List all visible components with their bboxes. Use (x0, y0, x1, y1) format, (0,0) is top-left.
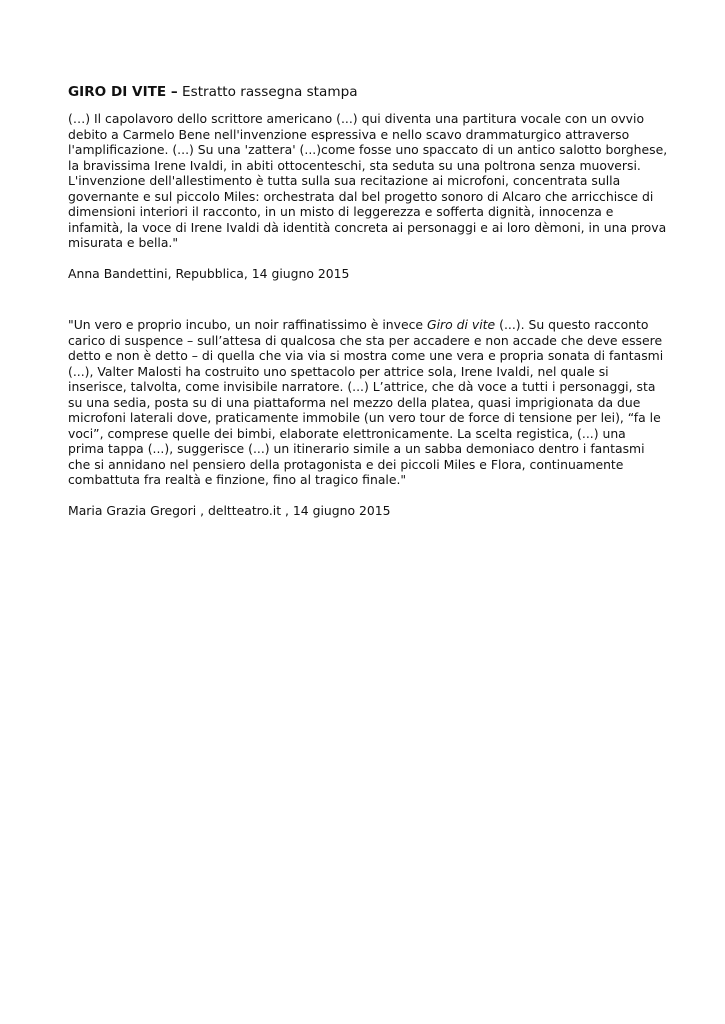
quote-line: prima tappa (...), suggerisce (...) un itinerario simile a un sabba demoniaco dentro i fantasmi (68, 441, 645, 456)
quote-line: misurata e bella." (68, 235, 179, 250)
quote-line: (…) Il capolavoro dello scrittore americano (...) qui diventa una partitura vocale con un ovvio (68, 111, 645, 126)
quote-line: L'invenzione dell'allestimento è tutta sulla sua recitazione ai microfoni, concentrata sulla (68, 173, 621, 188)
press-review-page (68, 83, 668, 518)
quote-line: l'amplificazione. (...) Su una 'zattera' (...)come fosse uno spaccato di un antico salotto borghese, (68, 142, 668, 157)
review-repubblica-quote (68, 111, 668, 251)
quote-line: governante e sul piccolo Miles: orchestrata dal bel progetto sonoro di Alcaro che arricchisce di (68, 188, 654, 204)
quote-text: "Un vero e proprio incubo, un noir raffinatissimo è invece (68, 317, 427, 332)
title-bold: GIRO DI VITE – (68, 84, 178, 100)
byline-repubblica: Anna Bandettini, Repubblica, 14 giugno 2015 (68, 265, 350, 281)
review-delteatro-quote (68, 317, 668, 488)
quote-line: infamità, la voce di Irene Ivaldi dà identità concreta ai personaggi e ai loro dèmoni, in una prova (68, 219, 667, 235)
quote-line: microfoni laterali dove, praticamente immobile (un vero tour de force di tensione per lei), “fa le (68, 410, 661, 425)
quote-line: la bravissima Irene Ivaldi, in abiti ottocenteschi, sta seduta su una poltrona senza muoversi. (68, 157, 641, 173)
quote-line: carico di suspence – sull’attesa di qualcosa che sta per accadere e non accade che deve essere (68, 332, 663, 348)
quote-text: (...). Su questo racconto (495, 317, 649, 332)
quote-line: che si annidano nel pensiero della protagonista e dei piccoli Miles e Flora, continuamente (68, 456, 624, 472)
quote-line: detto e non è detto – di quella che via via si mostra come une vera e propria sonata di fantasmi (68, 348, 664, 363)
byline-delteatro: Maria Grazia Gregori , deltteatro.it , 14 giugno 2015 (68, 502, 391, 518)
quote-line: su una sedia, posta su di una piattaforma nel mezzo della platea, quasi imprigionata da due (68, 394, 641, 410)
play-title-italic: Giro di vite (427, 317, 496, 332)
page-title (68, 83, 668, 101)
quote-line: debito a Carmelo Bene nell'invenzione espressiva e nello scavo drammaturgico attraverso (68, 126, 630, 142)
quote-line: dimensioni interiori il racconto, in un misto di leggerezza e sofferta dignità, innocenza e (68, 204, 614, 219)
title-subtitle: Estratto rassegna stampa (177, 84, 358, 100)
quote-line: voci”, comprese quelle dei bimbi, elaborate elettronicamente. La scelta registica, (...) una (68, 425, 626, 441)
quote-line: (...), Valter Malosti ha costruito uno spettacolo per attrice sola, Irene Ivaldi, nel quale si (68, 363, 609, 379)
quote-line (68, 317, 668, 333)
quote-line: inserisce, talvolta, come invisibile narratore. (...) L’attrice, che dà voce a tutti i personaggi, sta (68, 379, 656, 394)
quote-line: combattuta fra realtà e finzione, fino al tragico finale." (68, 472, 407, 487)
